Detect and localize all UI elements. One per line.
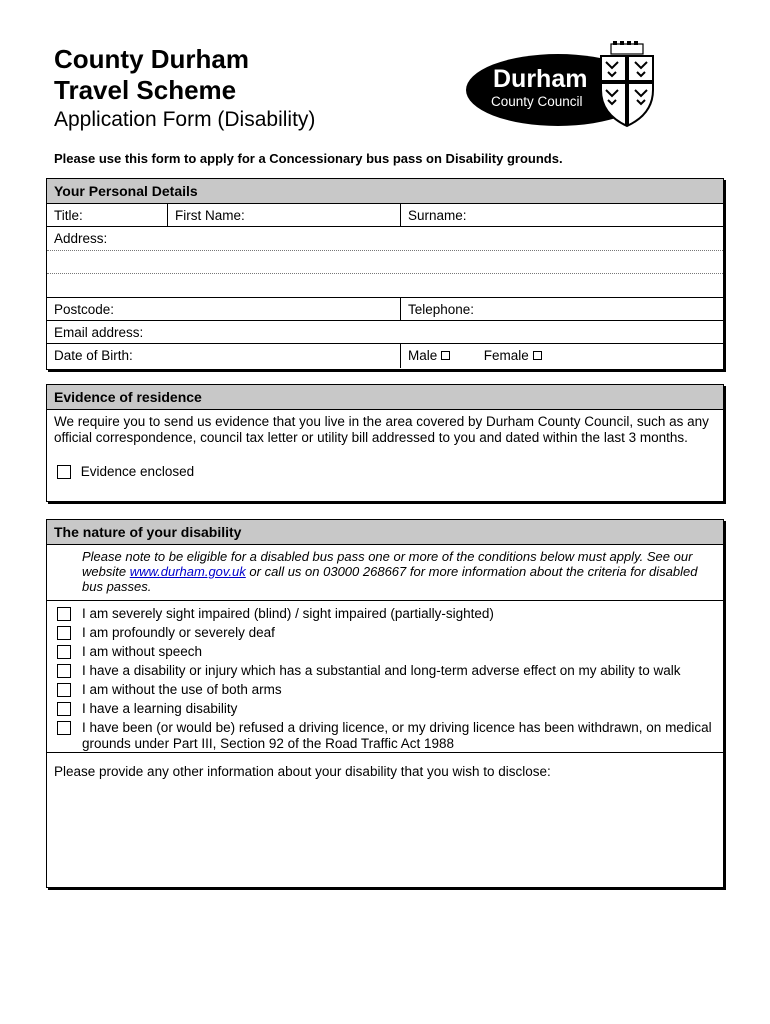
condition-label: I am severely sight impaired (blind) / sight impaired (partially-sighted) — [82, 606, 494, 621]
female-label: Female — [483, 348, 529, 364]
postcode-row — [47, 298, 723, 321]
gender-field — [400, 344, 723, 367]
form-title-line1: County Durham — [54, 44, 249, 74]
condition-checkbox[interactable] — [57, 683, 71, 697]
condition-label: I am profoundly or severely deaf — [82, 625, 275, 640]
telephone-field[interactable] — [400, 298, 723, 320]
logo-name-line1: Durham — [493, 65, 588, 93]
address-field-line3[interactable] — [47, 274, 723, 297]
email-label: Email address: — [54, 324, 144, 340]
note-text-before: Please note to be eligible for a disabled bus pass one or more of the conditions below must apply. See our website — [82, 549, 693, 579]
male-label: Male — [408, 348, 438, 364]
title-field[interactable] — [47, 204, 167, 226]
condition-checkbox[interactable] — [57, 702, 71, 716]
other-info-field[interactable] — [47, 753, 723, 883]
address-field-line2[interactable] — [47, 251, 723, 274]
residence-section — [46, 384, 724, 502]
condition-checkbox[interactable] — [57, 645, 71, 659]
personal-details-section — [46, 178, 724, 370]
condition-label: I am without speech — [82, 644, 203, 659]
note-text-after: or call us on 03000 268667 for more information about the criteria for disabled bus passes. — [82, 564, 698, 594]
dob-label: Date of Birth: — [54, 348, 133, 364]
condition-label: I have a disability or injury which has a substantial and long-term adverse effect on my ability to walk — [82, 663, 681, 678]
evidence-enclosed-label: Evidence enclosed — [80, 464, 195, 479]
first-name-label: First Name: — [175, 208, 245, 223]
condition-checkbox[interactable] — [57, 626, 71, 640]
female-checkbox[interactable] — [533, 351, 542, 360]
condition-checkbox[interactable] — [57, 607, 71, 621]
dob-row — [47, 344, 723, 367]
surname-label: Surname: — [408, 208, 467, 223]
residence-text: We require you to send us evidence that you live in the area covered by Durham County Council, such as any official correspondence, council tax letter or utility bill addressed to you and dated within the last 3 months. — [54, 414, 709, 445]
eligibility-note — [47, 545, 723, 601]
surname-field[interactable] — [400, 204, 723, 226]
title-label: Title: — [54, 208, 83, 223]
evidence-enclosed-option — [57, 464, 194, 480]
other-info-label: Please provide any other information about your disability that you wish to disclose: — [54, 764, 551, 779]
form-intro: Please use this form to apply for a Concessionary bus pass on Disability grounds. — [54, 151, 563, 166]
disability-heading: The nature of your disability — [47, 520, 723, 545]
condition-checkbox[interactable] — [57, 721, 71, 735]
address-field-line1[interactable] — [47, 227, 723, 250]
residence-heading: Evidence of residence — [47, 385, 723, 410]
condition-label: I have been (or would be) refused a driving licence, or my driving licence has been withdrawn, on medical grounds under Part III, Section 92 of the Road Traffic Act 1988 — [82, 720, 712, 751]
form-subtitle: Application Form (Disability) — [54, 108, 316, 131]
address-label: Address: — [54, 231, 108, 247]
disability-section — [46, 519, 724, 888]
name-row — [47, 204, 723, 227]
crest-icon — [601, 41, 653, 126]
telephone-label: Telephone: — [408, 301, 475, 317]
evidence-enclosed-checkbox[interactable] — [57, 465, 71, 479]
male-checkbox[interactable] — [441, 351, 450, 360]
email-field[interactable] — [47, 321, 723, 344]
postcode-field[interactable] — [47, 298, 400, 320]
conditions-list — [47, 601, 723, 753]
condition-label: I have a learning disability — [82, 701, 238, 716]
first-name-field[interactable] — [167, 204, 400, 226]
dob-field[interactable] — [47, 344, 400, 367]
postcode-label: Postcode: — [54, 301, 115, 317]
durham-county-council-logo — [463, 40, 663, 130]
logo-name-line2: County Council — [491, 94, 583, 109]
condition-checkbox[interactable] — [57, 664, 71, 678]
website-link[interactable]: www.durham.gov.uk — [129, 564, 246, 579]
personal-details-heading: Your Personal Details — [47, 179, 723, 204]
form-title-line2: Travel Scheme — [54, 75, 237, 105]
condition-label: I am without the use of both arms — [82, 682, 282, 697]
